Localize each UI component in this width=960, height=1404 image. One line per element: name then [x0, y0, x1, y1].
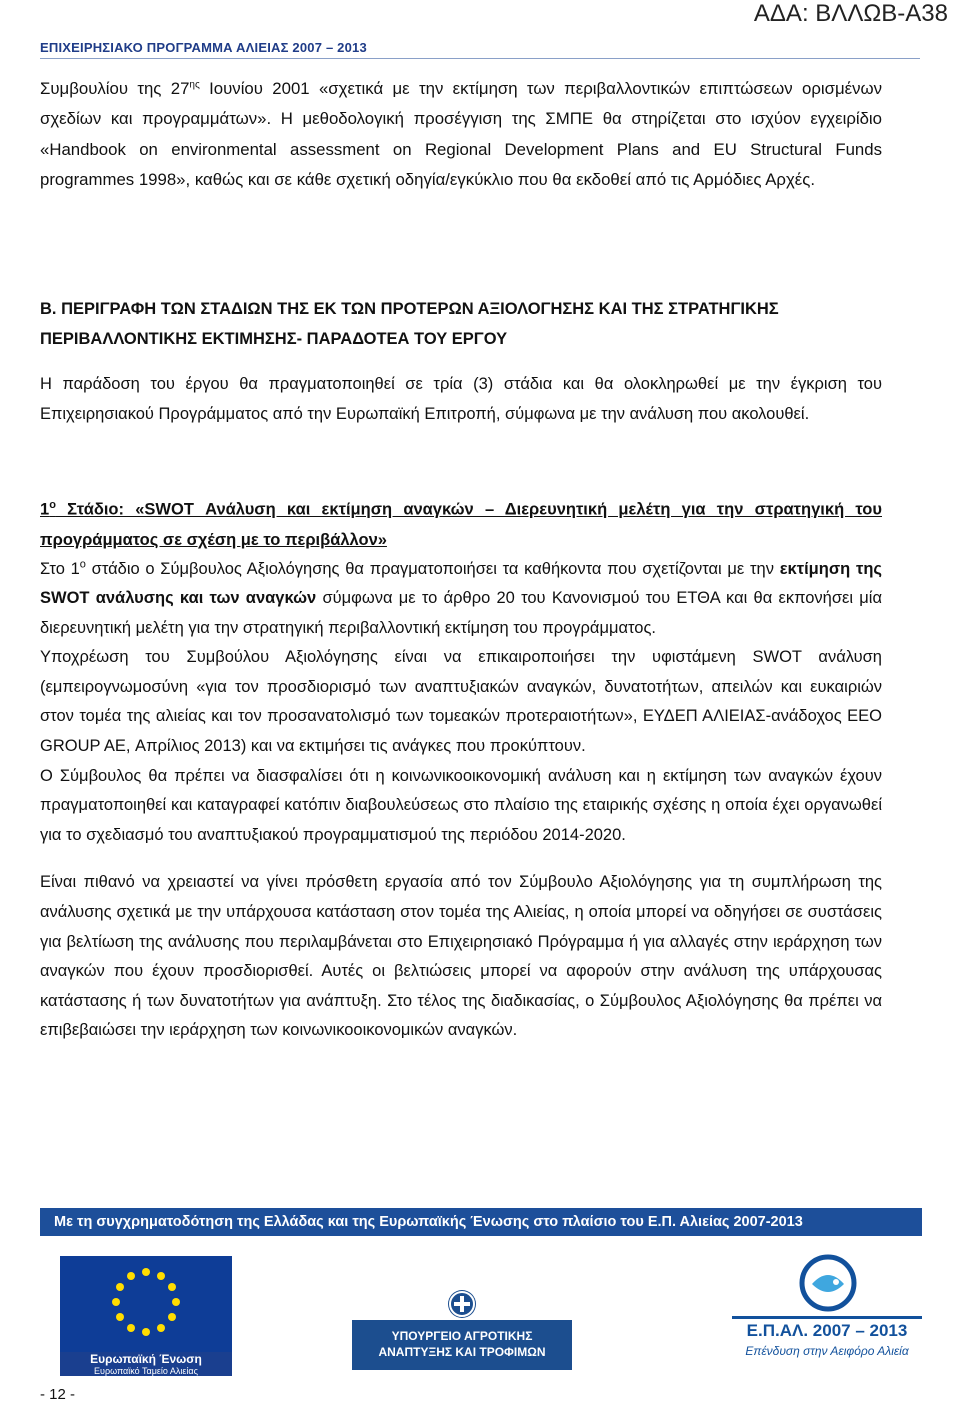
eu-flag-icon — [60, 1256, 232, 1352]
stage-1-paragraph-4: Είναι πιθανό να χρειαστεί να γίνει πρόσθετη εργασία από τον Σύμβουλο Αξιολόγησης για τη συμπλήρωση της ανάλυσης σχετικά με την υπάρχουσα κατάσταση στον τομέα της Αλιείας, η οποία μπορεί να οδηγήσει σε συστάσεις για βελτίωση της ανάλυσης που περιλαμβάνεται στο Επιχειρησιακό Πρόγραμμα ή για αλλαγές στην ιεράρχηση των αναγκών που έχουν προσδιορισθεί. Αυτές οι βελτιώσεις μπορεί να αφορούν στην ανάλυση της υπάρχουσας κατάστασης ή των δυνατοτήτων για ανάπτυξη. Στο τέλος της διαδικασίας, ο Σύμβουλος Αξιολόγησης θα πρέπει να επιβεβαιώσει την ιεράρχηση των κοινωνικοοικονομικών αναγκών. — [40, 873, 882, 1040]
eu-name: Ευρωπαϊκή Ένωση — [90, 1352, 202, 1366]
p1-middle: στάδιο ο Σύμβουλος Αξιολόγησης θα πραγματοποιήσει τα καθήκοντα που σχετίζονται με την — [85, 559, 780, 578]
epal-title: Ε.Π.ΑΛ. 2007 – 2013 — [746, 1321, 908, 1340]
stage-1-paragraph-2: Υποχρέωση του Συμβούλου Αξιολόγησης είναι να επικαιροποιήσει την υφιστάμενη SWOT ανάλυση (εμπειρογνωμοσύνη «για τον προσδιορισμό των αναπτυξιακών αναγκών, δυνατοτήτων, απειλών και ευκαιριών στον τομέα της αλιείας και τον προσανατολισμό των τομεακών προτεραιοτήτων», ΕΥΔΕΠ ΑΛΙΕΙΑΣ-ανάδοχος EEO GROUP AE, Απρίλιος 2013) και να εκτιμήσει τις ανάγκες που προκύπτουν. — [40, 648, 882, 756]
section-b-paragraph: Η παράδοση του έργου θα πραγματοποιηθεί σε τρία (3) στάδια και θα ολοκληρωθεί με την έγκριση του Επιχειρησιακού Προγράμματος από την Ευρωπαϊκή Επιτροπή, σύμφωνα με την ανάλυση που ακολουθεί. — [40, 375, 882, 423]
eu-stars-icon — [60, 1256, 232, 1352]
intro-paragraph — [40, 74, 882, 196]
eu-logo — [50, 1256, 240, 1374]
ministry-line-2: ΑΝΑΠΤΥΞΗΣ ΚΑΙ ΤΡΟΦΙΜΩΝ — [378, 1345, 546, 1359]
stage-1-number: 1 — [40, 500, 50, 519]
cofunding-banner: Με τη συγχρηματοδότηση της Ελλάδας και της Ευρωπαϊκής Ένωσης στο πλαίσιο του Ε.Π. Αλιείας 2007-2013 — [40, 1208, 922, 1236]
ministry-logo — [352, 1290, 572, 1372]
section-b-heading: Β. ΠΕΡΙΓΡΑΦΗ ΤΩΝ ΣΤΑΔΙΩΝ ΤΗΣ ΕΚ ΤΩΝ ΠΡΟΤΕΡΩΝ ΑΞΙΟΛΟΓΗΣΗΣ ΚΑΙ ΤΗΣ ΣΤΡΑΤΗΓΙΚΗΣ ΠΕΡΙΒΑΛΛΟΝΤΙΚΗΣ ΕΚΤΙΜΗΣΗΣ- ΠΑΡΑΔΟΤΕΑ ΤΟΥ ΕΡΓΟΥ — [40, 300, 779, 348]
header-divider — [40, 58, 920, 59]
p1-bold-phrase: εκτίμηση της SWOT ανάλυσης και των αναγκών — [40, 559, 882, 608]
program-header: ΕΠΙΧΕΙΡΗΣΙΑΚΟ ΠΡΟΓΡΑΜΜΑ ΑΛΙΕΙΑΣ 2007 – 2013 — [40, 40, 367, 55]
p1-superscript: ο — [79, 558, 86, 570]
intro-superscript: ης — [189, 79, 200, 91]
stage-1-paragraph-1 — [40, 555, 882, 644]
intro-text-start: Συμβουλίου της 27 — [40, 79, 190, 98]
stage-1-heading — [40, 490, 882, 555]
eu-fund-name: Ευρωπαϊκό Ταμείο Αλιείας — [94, 1366, 198, 1376]
eu-caption — [60, 1352, 232, 1376]
intro-text-rest: Ιουνίου 2001 «σχετικά με την εκτίμηση των περιβαλλοντικών επιπτώσεων ορισμένων σχεδίων και προγραμμάτων». Η μεθοδολογική προσέγγιση της ΣΜΠΕ θα στηρίζεται στο ισχύον εγχειρίδιο «Handbook on environmental assessment on Regional Development Plans and EU Structural Funds programmes 1998», καθώς και σε κάθε σχετική οδηγία/εγκύκλιο που θα εκδοθεί από τις Αρμόδιες Αρχές. — [40, 79, 882, 190]
stage-1-section — [40, 490, 882, 1046]
epal-caption — [732, 1316, 922, 1377]
stage-1-title: Στάδιο: «SWOT Ανάλυση και εκτίμηση αναγκών – Διερευνητική μελέτη για την στρατηγική του προγράμματος σε σχέση με το περιβάλλον» — [40, 500, 882, 549]
stage-1-paragraph-3: Ο Σύμβουλος θα πρέπει να διασφαλίσει ότι η κοινωνικοοικονομική ανάλυση και η εκτίμηση των αναγκών έχουν πραγματοποιηθεί και καταγραφεί κατόπιν διαβουλεύσεως στο πλαίσιο της εταιρικής σχέσης η οποία έχει οργανωθεί για το σχεδιασμό του αναπτυξιακού προγραμματισμού της περιόδου 2014-2020. — [40, 766, 882, 844]
ada-code: ΑΔΑ: ΒΛΛΩΒ-Α38 — [753, 0, 948, 27]
page-number: - 12 - — [40, 1386, 76, 1403]
p1-start: Στο 1 — [40, 559, 80, 578]
intro-section — [40, 74, 882, 196]
ministry-name — [352, 1320, 572, 1370]
ministry-line-1: ΥΠΟΥΡΓΕΙΟ ΑΓΡΟΤΙΚΗΣ — [391, 1329, 533, 1343]
greek-emblem-icon — [448, 1290, 476, 1318]
p1-end: σύμφωνα με το άρθρο 20 του Κανονισμού του ΕΤΘΑ και θα εκπονήσει μία διερευνητική μελέτη για την στρατηγική περιβαλλοντική εκτίμηση του προγράμματος. — [40, 589, 882, 637]
epal-fish-icon — [798, 1254, 858, 1312]
stage-1-superscript: ο — [49, 499, 56, 511]
epal-logo — [732, 1254, 922, 1374]
section-b — [40, 294, 882, 429]
epal-motto: Επένδυση στην Αειφόρο Αλιεία — [745, 1344, 909, 1358]
